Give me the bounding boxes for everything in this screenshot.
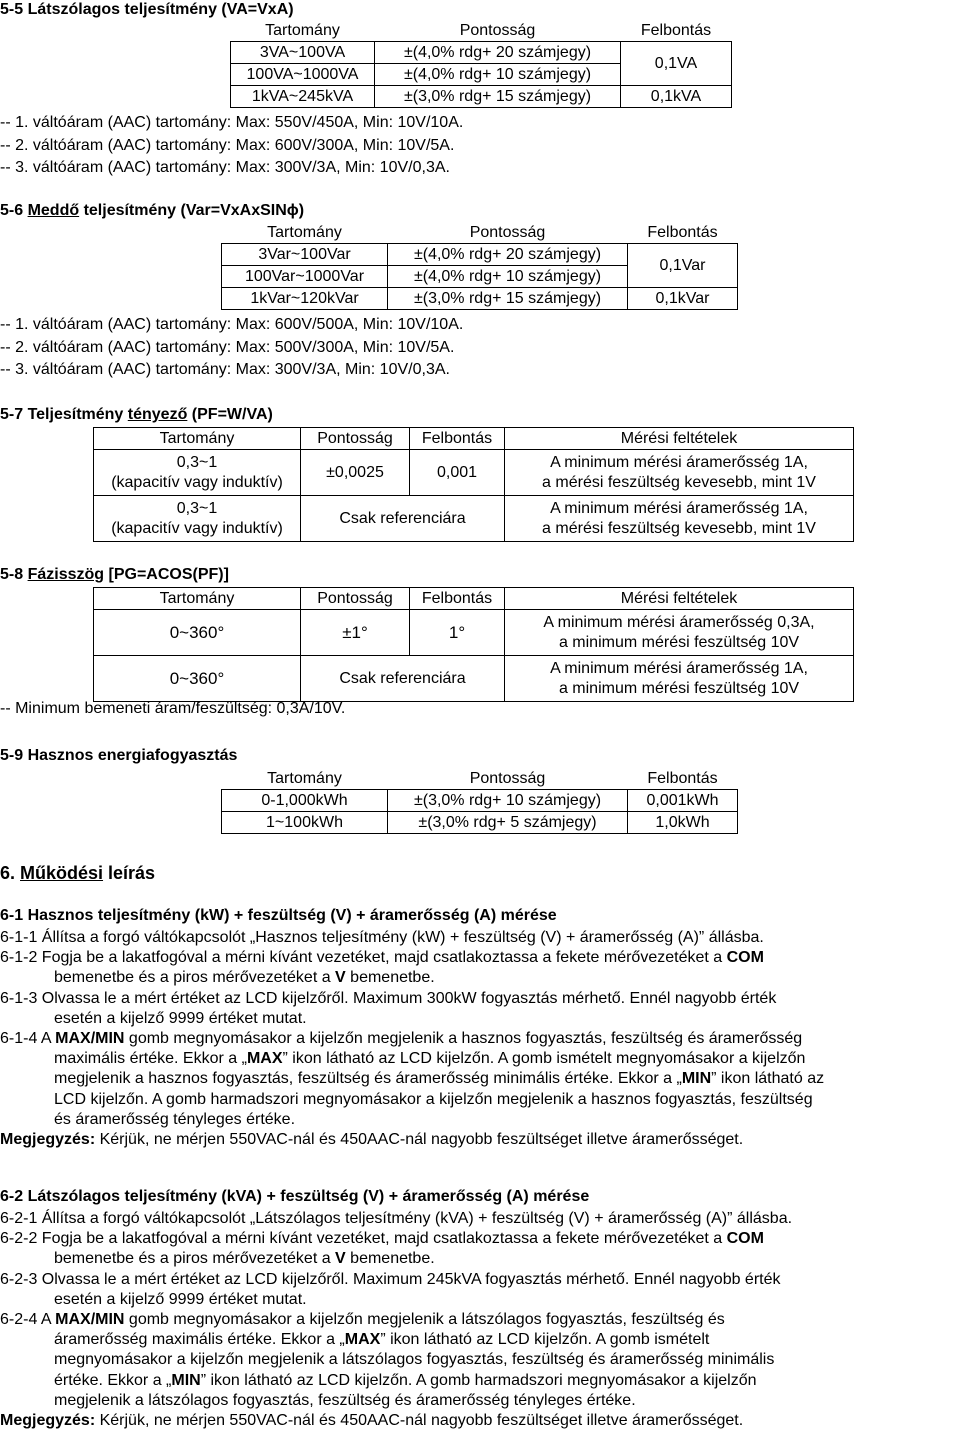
text-run: értéke. Ekkor a „ — [54, 1371, 172, 1389]
text-run — [0, 968, 958, 988]
table-cell: ±(4,0% rdg+ 10 számjegy) — [375, 64, 621, 86]
text-run: megjelenik a hasznos fogyasztás, feszültség és áramerősség minimális értéke. Ekkor a „ — [54, 1070, 682, 1088]
bold-run: MAX/MIN — [55, 1030, 125, 1048]
bold-run: MAX — [246, 1050, 283, 1068]
col-header: Tartomány — [265, 21, 340, 39]
range-text: 0,3~1 — [176, 453, 218, 471]
text-run: ” ikon látható az LCD kijelzőn. A gomb ismételt megnyomásakor a kijelzőn — [282, 1050, 806, 1068]
paragraph — [0, 948, 958, 988]
text-run: maximális értéke. Ekkor a „ — [54, 1050, 247, 1068]
text-run: 6-2-4 A — [0, 1311, 56, 1329]
table-cell: 0,1kVar — [628, 288, 738, 310]
text-run — [0, 1330, 958, 1350]
table-cell — [94, 496, 301, 542]
note-label: Megjegyzés: — [0, 1412, 96, 1430]
section-5-8-title: 5-8 Fázisszög [PG=ACOS(PF)] — [0, 566, 229, 583]
condition-text: a minimum mérési feszültség 10V — [558, 679, 800, 697]
section-5-6-title: 5-6 Meddő teljesítmény (Var=VxAxSINϕ) — [0, 202, 305, 219]
bold-run: MAX — [344, 1331, 381, 1349]
col-header: Tartomány — [267, 769, 342, 787]
text-run: bemenetbe. — [345, 1250, 435, 1268]
table-cell: 1° — [410, 610, 505, 656]
range-text: 0,3~1 — [176, 499, 218, 517]
table-cell: 0~360° — [94, 656, 301, 702]
note-line: -- 1. váltóáram (AAC) tartomány: Max: 600V/500A, Min: 10V/10A. — [0, 316, 464, 333]
note-line: -- 2. váltóáram (AAC) tartomány: Max: 600V/300A, Min: 10V/5A. — [0, 137, 455, 154]
section-6-1-body — [0, 928, 958, 1150]
note-line: -- 2. váltóáram (AAC) tartomány: Max: 500V/300A, Min: 10V/5A. — [0, 339, 455, 356]
text-run: 6-1-2 Fogja be a lakatfogóval a mérni kívánt vezetéket, majd csatlakoztassa a fekete mérővezetéket a — [0, 949, 727, 967]
table-cell: 0,001kWh — [628, 790, 738, 812]
spec-table-5-7 — [93, 427, 854, 542]
bold-run: V — [335, 969, 346, 987]
condition-text: A minimum mérési áramerősség 0,3A, — [543, 613, 815, 631]
table-cell: ±(4,0% rdg+ 10 számjegy) — [388, 266, 628, 288]
note-paragraph — [0, 1411, 958, 1431]
condition-text: a mérési feszültség kevesebb, mint 1V — [542, 473, 816, 491]
note-line: -- 3. váltóáram (AAC) tartomány: Max: 300V/3A, Min: 10V/0,3A. — [0, 361, 450, 378]
table-cell: 100VA~1000VA — [231, 64, 375, 86]
col-header: Tartomány — [94, 588, 301, 610]
note-text: Kérjük, ne mérjen 550VAC-nál és 450AAC-nál nagyobb feszültséget illetve áramerősséget. — [95, 1131, 744, 1149]
table-cell: ±(3,0% rdg+ 10 számjegy) — [388, 790, 628, 812]
col-header: Felbontás — [647, 769, 718, 787]
col-header: Felbontás — [647, 223, 718, 241]
table-cell: 0,1kVA — [621, 86, 732, 108]
text-run — [0, 1371, 958, 1391]
note-label: Megjegyzés: — [0, 1131, 96, 1149]
table-cell: 100Var~1000Var — [222, 266, 388, 288]
col-header: Pontosság — [469, 769, 546, 787]
condition-text: A minimum mérési áramerősség 1A, — [550, 453, 808, 471]
range-note: (kapacitív vagy induktív) — [111, 473, 283, 491]
condition-text: A minimum mérési áramerősség 1A, — [550, 659, 808, 677]
col-header: Felbontás — [410, 588, 505, 610]
section-5-9-title: 5-9 Hasznos energiafogyasztás — [0, 747, 238, 764]
note-line: -- 1. váltóáram (AAC) tartomány: Max: 550V/450A, Min: 10V/10A. — [0, 114, 464, 131]
text-run: gomb megnyomásakor a kijelzőn megjelenik a hasznos fogyasztás, feszültség és áramerősség — [124, 1030, 803, 1048]
table-cell: Csak referenciára — [301, 496, 505, 542]
bold-run: MIN — [681, 1070, 712, 1088]
table-cell: ±(3,0% rdg+ 5 számjegy) — [388, 812, 628, 834]
underlined-word: Működési — [20, 863, 104, 883]
col-header: Pontosság — [301, 428, 410, 450]
note-paragraph — [0, 1130, 958, 1150]
text-run: megnyomásakor a kijelzőn megjelenik a látszólagos fogyasztás, feszültség és áramerősség minimális — [54, 1351, 775, 1369]
bold-run: MIN — [171, 1371, 201, 1389]
text-run: ” ikon látható az — [711, 1070, 825, 1088]
col-header: Felbontás — [410, 428, 505, 450]
table-cell: 0~360° — [94, 610, 301, 656]
text-run: 6-2-3 Olvassa le a mért értéket az LCD kijelzőről. Maximum 245kVA fogyasztás mérhető. Ennél nagyobb érték — [0, 1270, 781, 1288]
table-cell: ±(3,0% rdg+ 15 számjegy) — [388, 288, 628, 310]
table-cell — [505, 496, 854, 542]
text-run: megjelenik a látszólagos fogyasztás, feszültség és áramerősség tényleges értéke. — [54, 1391, 636, 1409]
table-cell: 0-1,000kWh — [222, 790, 388, 812]
table-cell — [505, 610, 854, 656]
text-run — [0, 1249, 958, 1269]
note-line: -- Minimum bemeneti áram/feszültség: 0,3A/10V. — [0, 700, 346, 717]
bold-run: V — [335, 1250, 346, 1268]
range-note: (kapacitív vagy induktív) — [111, 519, 283, 537]
table-cell: 0,1Var — [628, 244, 738, 288]
section-6-1-title: 6-1 Hasznos teljesítmény (kW) + feszültség (V) + áramerősség (A) mérése — [0, 907, 557, 924]
col-header: Pontosság — [459, 21, 536, 39]
text-run: ” ikon látható az LCD kijelzőn. A gomb ismételt — [380, 1331, 710, 1349]
condition-text: A minimum mérési áramerősség 1A, — [550, 499, 808, 517]
col-header: Mérési feltételek — [505, 428, 854, 450]
underlined-word: tényező — [127, 406, 188, 423]
note-text: Kérjük, ne mérjen 550VAC-nál és 450AAC-nál nagyobb feszültséget illetve áramerősséget. — [95, 1412, 744, 1430]
table-cell: 3VA~100VA — [231, 42, 375, 64]
col-header: Pontosság — [469, 223, 546, 241]
col-header: Felbontás — [640, 21, 712, 39]
table-cell: 0,1VA — [621, 42, 732, 86]
spec-table-5-5 — [230, 20, 732, 108]
text-run — [0, 1069, 958, 1089]
table-cell: ±(4,0% rdg+ 20 számjegy) — [388, 244, 628, 266]
table-cell — [505, 450, 854, 496]
table-cell: ±(3,0% rdg+ 15 számjegy) — [375, 86, 621, 108]
spec-table-5-6 — [221, 222, 738, 310]
paragraph: 6-2-1 Állítsa a forgó váltókapcsolót „Látszólagos teljesítmény (kVA) + feszültség (V) + áramerősség (A)” állásba. — [0, 1210, 793, 1227]
paragraph: 6-1-1 Állítsa a forgó váltókapcsolót „Hasznos teljesítmény (kW) + feszültség (V) + áramerősség (A)” állásba. — [0, 929, 764, 946]
condition-text: a mérési feszültség kevesebb, mint 1V — [542, 519, 816, 537]
section-5-5-title: 5-5 Látszólagos teljesítmény (VA=VxA) — [0, 1, 294, 18]
text-run: áramerősség maximális értéke. Ekkor a „ — [54, 1331, 345, 1349]
section-5-7-title: 5-7 Teljesítmény tényező (PF=W/VA) — [0, 406, 273, 423]
text-run: 6-1-4 A — [0, 1030, 56, 1048]
table-cell: 1kVar~120kVar — [222, 288, 388, 310]
note-line: -- 3. váltóáram (AAC) tartomány: Max: 300V/3A, Min: 10V/0,3A. — [0, 159, 450, 176]
text-run: gomb megnyomásakor a kijelzőn megjelenik a látszólagos fogyasztás, feszültség és — [124, 1311, 725, 1329]
underlined-word: Fázisszög — [27, 566, 105, 583]
text-run: esetén a kijelző 9999 értéket mutat. — [54, 1009, 307, 1027]
chapter-6-title: 6. Működési leírás — [0, 863, 156, 883]
table-cell: Csak referenciára — [301, 656, 505, 702]
section-6-2-title: 6-2 Látszólagos teljesítmény (kVA) + feszültség (V) + áramerősség (A) mérése — [0, 1188, 590, 1205]
condition-text: a minimum mérési feszültség 10V — [558, 633, 800, 651]
text-run: ” ikon látható az LCD kijelzőn. A gomb harmadszori megnyomásakor a kijelzőn — [200, 1371, 757, 1389]
bold-run: COM — [726, 949, 764, 967]
table-cell: 0,001 — [410, 450, 505, 496]
section-6-2-body — [0, 1209, 958, 1431]
col-header: Pontosság — [301, 588, 410, 610]
table-cell: 1,0kWh — [628, 812, 738, 834]
spec-table-5-9 — [221, 768, 738, 834]
spec-table-5-8 — [93, 587, 854, 702]
text-run: bemenetbe és a piros mérővezetéket a — [54, 969, 336, 987]
table-cell: 1kVA~245kVA — [231, 86, 375, 108]
text-run — [0, 1049, 958, 1069]
bold-run: MAX/MIN — [55, 1311, 125, 1329]
col-header: Tartomány — [94, 428, 301, 450]
table-cell: 1~100kWh — [222, 812, 388, 834]
paragraph — [0, 1029, 958, 1130]
underlined-word: Meddő — [27, 202, 80, 219]
paragraph — [0, 1270, 958, 1310]
text-run: 6-2-2 Fogja be a lakatfogóval a mérni kívánt vezetéket, majd csatlakoztassa a fekete mérővezetéket a — [0, 1230, 727, 1248]
bold-run: COM — [726, 1230, 764, 1248]
col-header: Tartomány — [267, 223, 342, 241]
text-run: és áramerősség tényleges értéke. — [54, 1110, 296, 1128]
table-cell: ±(4,0% rdg+ 20 számjegy) — [375, 42, 621, 64]
paragraph — [0, 989, 958, 1029]
paragraph — [0, 1229, 958, 1269]
text-run: esetén a kijelző 9999 értéket mutat. — [54, 1290, 307, 1308]
text-run: bemenetbe. — [345, 969, 435, 987]
text-run: 6-1-3 Olvassa le a mért értéket az LCD kijelzőről. Maximum 300kW fogyasztás mérhető. Ennél nagyobb érték — [0, 989, 777, 1007]
table-cell — [505, 656, 854, 702]
table-cell: ±1° — [301, 610, 410, 656]
paragraph — [0, 1310, 958, 1411]
table-cell: 3Var~100Var — [222, 244, 388, 266]
text-run: bemenetbe és a piros mérővezetéket a — [54, 1250, 336, 1268]
text-run: LCD kijelzőn. A gomb harmadszori megnyomásakor a kijelzőn megjelenik a hasznos fogyasztás, feszültség — [54, 1090, 813, 1108]
table-cell: ±0,0025 — [301, 450, 410, 496]
col-header: Mérési feltételek — [505, 588, 854, 610]
table-cell — [94, 450, 301, 496]
